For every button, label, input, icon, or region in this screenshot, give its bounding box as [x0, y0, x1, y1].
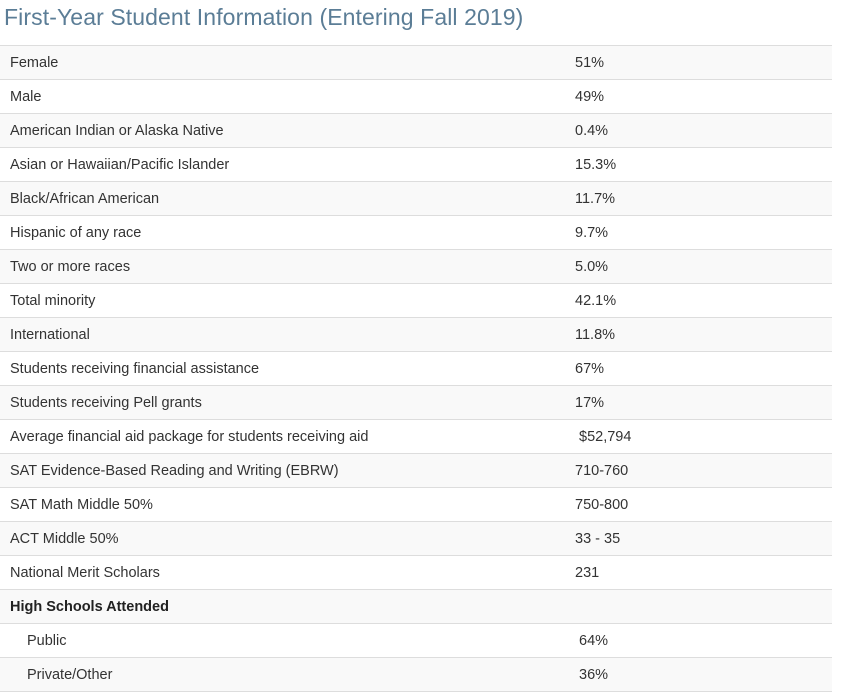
- row-value: 36%: [575, 658, 832, 692]
- table-row-two-or-more: [0, 250, 832, 284]
- table-row-financial-assistance: [0, 352, 832, 386]
- row-label: Black/African American: [0, 182, 575, 216]
- table-row-female: [0, 46, 832, 80]
- row-label: Female: [0, 46, 575, 80]
- table-row-sat-ebrw: [0, 454, 832, 488]
- row-value: 33 - 35: [575, 522, 832, 556]
- row-label: Hispanic of any race: [0, 216, 575, 250]
- table-row-american-indian: [0, 114, 832, 148]
- table-row-sat-math: [0, 488, 832, 522]
- table-row-average-aid: [0, 420, 832, 454]
- row-label: SAT Evidence-Based Reading and Writing (EBRW): [0, 454, 575, 488]
- row-label: Asian or Hawaiian/Pacific Islander: [0, 148, 575, 182]
- row-label: ACT Middle 50%: [0, 522, 575, 556]
- row-value: 710-760: [575, 454, 832, 488]
- table-row-international: [0, 318, 832, 352]
- table-row-private-other: [0, 658, 832, 692]
- row-value: 64%: [575, 624, 832, 658]
- row-value: 51%: [575, 46, 832, 80]
- row-label: Total minority: [0, 284, 575, 318]
- row-value: 67%: [575, 352, 832, 386]
- student-info-table: [0, 45, 832, 692]
- row-value: 231: [575, 556, 832, 590]
- table-row-hispanic: [0, 216, 832, 250]
- row-value: 11.8%: [575, 318, 832, 352]
- row-value: 49%: [575, 80, 832, 114]
- table-row-pell-grants: [0, 386, 832, 420]
- row-value: 17%: [575, 386, 832, 420]
- row-label: International: [0, 318, 575, 352]
- table-row-total-minority: [0, 284, 832, 318]
- section-heading: High Schools Attended: [0, 590, 575, 624]
- table-row-act: [0, 522, 832, 556]
- row-value: 750-800: [575, 488, 832, 522]
- row-value: 42.1%: [575, 284, 832, 318]
- row-label: Public: [0, 624, 575, 658]
- row-label: Average financial aid package for students receiving aid: [0, 420, 575, 454]
- row-label: Students receiving Pell grants: [0, 386, 575, 420]
- row-label: Students receiving financial assistance: [0, 352, 575, 386]
- table-row-high-schools-heading: [0, 590, 832, 624]
- table-row-asian: [0, 148, 832, 182]
- row-value: 15.3%: [575, 148, 832, 182]
- row-value: 0.4%: [575, 114, 832, 148]
- row-value: [575, 590, 832, 624]
- table-row-male: [0, 80, 832, 114]
- page-title: First-Year Student Information (Entering Fall 2019): [4, 4, 524, 30]
- table-row-public: [0, 624, 832, 658]
- table-row-black: [0, 182, 832, 216]
- row-value: 9.7%: [575, 216, 832, 250]
- row-label: SAT Math Middle 50%: [0, 488, 575, 522]
- row-label: Two or more races: [0, 250, 575, 284]
- row-label: American Indian or Alaska Native: [0, 114, 575, 148]
- row-value: 11.7%: [575, 182, 832, 216]
- row-value: 5.0%: [575, 250, 832, 284]
- row-label: Male: [0, 80, 575, 114]
- row-value: $52,794: [575, 420, 832, 454]
- row-label: National Merit Scholars: [0, 556, 575, 590]
- row-label: Private/Other: [0, 658, 575, 692]
- table-row-national-merit: [0, 556, 832, 590]
